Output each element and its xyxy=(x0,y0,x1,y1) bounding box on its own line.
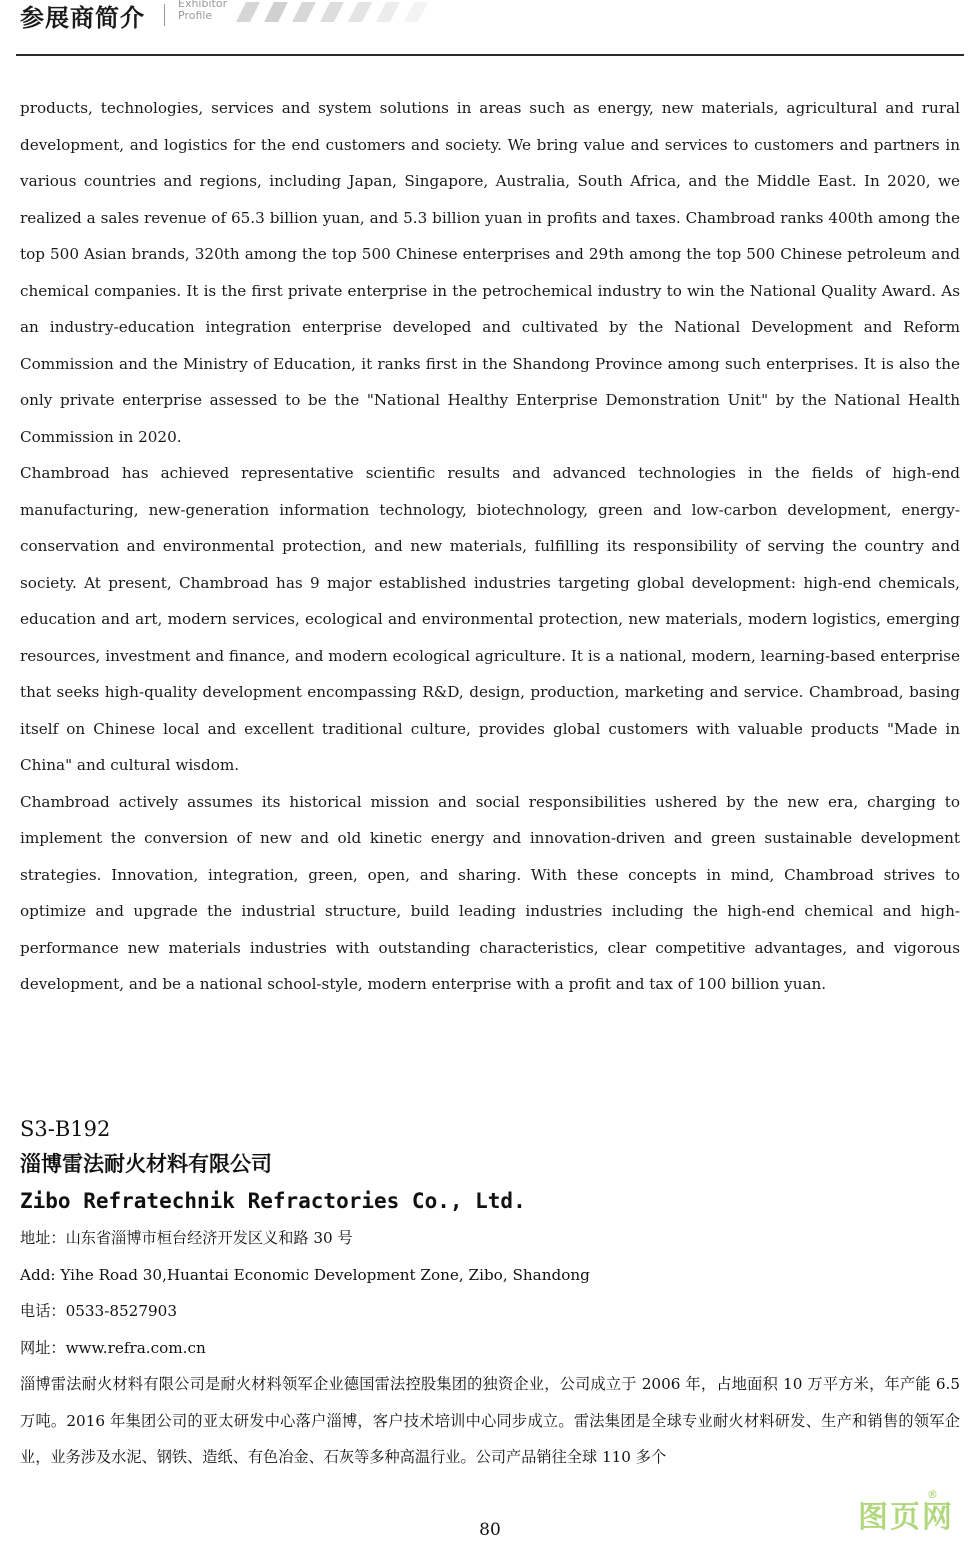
address-en: Add: Yihe Road 30,Huantai Economic Development Zone, Zibo, Shandong xyxy=(20,1265,590,1284)
company-name-cn: 淄博雷法耐火材料有限公司 xyxy=(20,1152,272,1176)
page-number: 80 xyxy=(479,1520,501,1540)
website: 网址：www.refra.com.cn xyxy=(20,1338,206,1357)
decorative-stripes xyxy=(228,2,428,22)
subtitle-line-2: Profile xyxy=(178,9,213,22)
header-rule xyxy=(16,54,964,56)
paragraph-2: Chambroad has achieved representative scientific results and advanced technologies in the fields of high-end manufacturing, new-generation information technology, biotechnology, green and low-carbon development, energy-conservation and environmental protection, and new materials, fulfilling its responsibility of serving the country and society. At present, Chambroad has 9 major established industries targeting global development: high-end chemicals, education and art, modern services, ecological and environmental protection, new materials, modern logistics, emerging resources, investment and finance, and modern ecological agriculture. It is a national, modern, learning-based enterprise that seeks high-quality development encompassing R&D, design, production, marketing and service. Chambroad, basing itself on Chinese local and excellent traditional culture, provides global customers with valuable products "Made in China" and cultural wisdom. xyxy=(20,464,960,774)
paragraph-3: Chambroad actively assumes its historical mission and social responsibilities ushered by the new era, charging to implement the conversion of new and old kinetic energy and innovation-driven and green sustainable development strategies. Innovation, integration, green, open, and sharing. With these concepts in mind, Chambroad strives to optimize and upgrade the industrial structure, build leading industries including the high-end chemical and high-performance new materials industries with outstanding characteristics, clear competitive advantages, and vigorous development, and be a national school-style, modern enterprise with a profit and tax of 100 billion yuan. xyxy=(20,792,960,993)
phone: 电话：0533-8527903 xyxy=(20,1302,177,1320)
watermark-text: 图页网 xyxy=(858,1500,954,1535)
company-intro-cn: 淄博雷法耐火材料有限公司是耐火材料领军企业德国雷法控股集团的独资企业，公司成立于 2006 年，占地面积 10 万平方米，年产能 6.5 万吨。2016 年集团公司的亚太研发中心落户淄博，客户技术培训中心同步成立。雷法集团是全球专业耐火材料研发、生产和销售的领军企业，业务涉及水泥、钢铁、造纸、有色冶金、石灰等多种高温行业。公司产品销往全球 110 多个 xyxy=(20,1375,960,1466)
registered-mark: ® xyxy=(927,1488,940,1501)
section-title: 参展商简介 xyxy=(20,4,145,32)
company-name-en: Zibo Refratechnik Refractories Co., Ltd. xyxy=(20,1189,526,1213)
watermark-logo xyxy=(858,1488,968,1542)
section-subtitle xyxy=(178,0,227,22)
article-body xyxy=(20,90,960,1003)
header-divider xyxy=(164,4,165,26)
booth-number: S3-B192 xyxy=(20,1117,111,1141)
exhibitor-entry xyxy=(20,1112,960,1476)
address-cn: 地址：山东省淄博市桓台经济开发区义和路 30 号 xyxy=(20,1229,353,1247)
subtitle-line-1: Exhibitor xyxy=(178,0,228,10)
page-header xyxy=(0,0,980,56)
paragraph-1: products, technologies, services and system solutions in areas such as energy, new materials, agricultural and rural development, and logistics for the end customers and society. We bring value and services to customers and partners in various countries and regions, including Japan, Singapore, Australia, South Africa, and the Middle East. In 2020, we realized a sales revenue of 65.3 billion yuan, and 5.3 billion yuan in profits and taxes. Chambroad ranks 400th among the top 500 Asian brands, 320th among the top 500 Chinese enterprises and 29th among the top 500 Chinese petroleum and chemical companies. It is the first private enterprise in the petrochemical industry to win the National Quality Award. As an industry-education integration enterprise developed and cultivated by the National Development and Reform Commission and the Ministry of Education, it ranks first in the Shandong Province among such enterprises. It is also the only private enterprise assessed to be the "National Healthy Enterprise Demonstration Unit" by the National Health Commission in 2020. xyxy=(20,99,960,446)
